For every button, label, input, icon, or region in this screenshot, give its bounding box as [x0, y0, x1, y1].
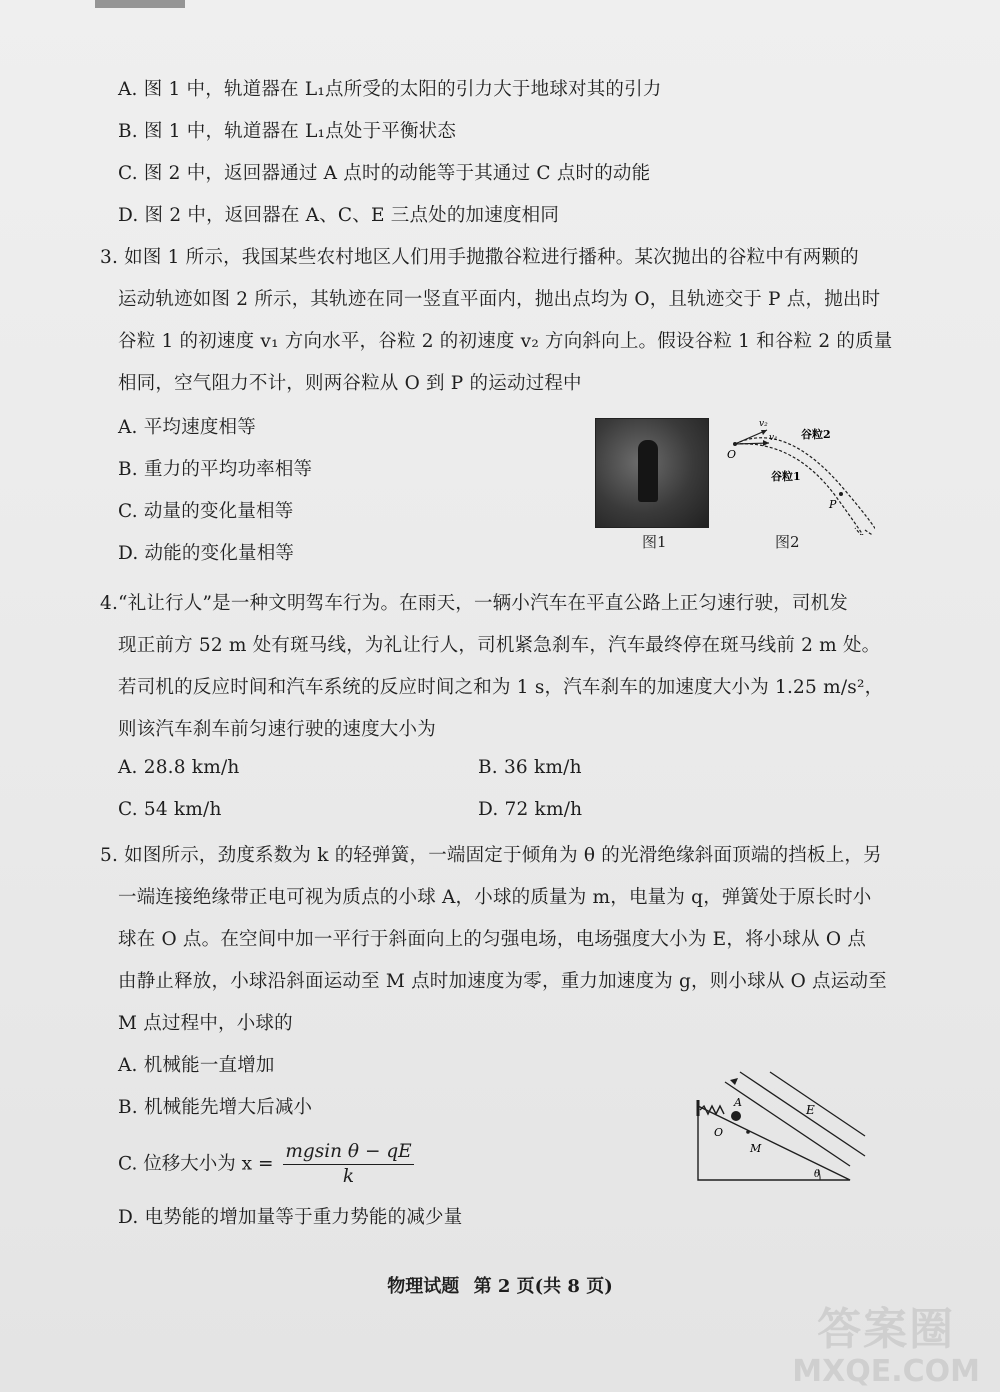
- label-o-incline: O: [714, 1126, 724, 1139]
- q2-option-d: D. 图 2 中，返回器在 A、C、E 三点处的加速度相同: [118, 205, 560, 226]
- q3-option-c: C. 动量的变化量相等: [118, 501, 294, 522]
- figure1-caption: 图1: [642, 533, 667, 551]
- q5-option-d: D. 电势能的增加量等于重力势能的减少量: [118, 1207, 463, 1228]
- q3-stem-line1: 3. 如图 1 所示，我国某些农村地区人们用手抛撒谷粒进行播种。某次抛出的谷粒中有两颗的: [100, 247, 859, 268]
- label-v1: v₁: [769, 433, 778, 443]
- label-grain2: 谷粒2: [801, 428, 831, 441]
- label-e: E: [806, 1103, 815, 1117]
- label-o: O: [727, 448, 737, 461]
- q5-stem-line1: 5. 如图所示，劲度系数为 k 的轻弹簧，一端固定于倾角为 θ 的光滑绝缘斜面顶端的挡板上，另: [100, 845, 882, 866]
- q3-stem-line3: 谷粒 1 的初速度 v₁ 方向水平，谷粒 2 的初速度 v₂ 方向斜向上。假设谷粒 1 和谷粒 2 的质量: [118, 331, 893, 352]
- q2-option-a: A. 图 1 中，轨道器在 L₁点所受的太阳的引力大于地球对其的引力: [118, 79, 662, 100]
- q5-formula-denominator: k: [342, 1166, 355, 1187]
- q5-option-c-prefix: C. 位移大小为 x =: [118, 1153, 274, 1175]
- q5-stem-line3: 球在 O 点。在空间中加一平行于斜面向上的匀强电场，电场强度大小为 E，将小球从 O 点: [118, 929, 867, 950]
- label-p: P: [829, 498, 837, 511]
- page-footer: [0, 1272, 1000, 1298]
- q5-option-c: [118, 1140, 414, 1189]
- q4-stem-line4: 则该汽车刹车前匀速行驶的速度大小为: [118, 719, 436, 740]
- watermark-logo: [792, 1305, 980, 1389]
- footer-subject: 物理试题: [387, 1276, 460, 1297]
- label-v2: v₂: [759, 419, 768, 429]
- q3-option-a: A. 平均速度相等: [118, 417, 256, 438]
- q5-option-a: A. 机械能一直增加: [118, 1055, 275, 1076]
- label-a: A: [734, 1096, 742, 1109]
- q4-stem-line3: 若司机的反应时间和汽车系统的反应时间之和为 1 s，汽车刹车的加速度大小为 1.25 m/s²，: [118, 677, 884, 698]
- q4-stem-line1: 4.“礼让行人”是一种文明驾车行为。在雨天，一辆小汽车在平直公路上正匀速行驶，司机发: [100, 593, 848, 614]
- figure2-trajectory-diagram: [725, 410, 875, 535]
- footer-page-number: 第 2 页(共 8 页): [473, 1276, 613, 1297]
- watermark-brand: 答案圈: [817, 1304, 956, 1355]
- q4-option-d: D. 72 km/h: [478, 799, 583, 820]
- figure1-person-silhouette: [638, 440, 658, 502]
- q3-stem-line4: 相同，空气阻力不计，则两谷粒从 O 到 P 的运动过程中: [118, 373, 582, 394]
- q4-option-c: C. 54 km/h: [118, 799, 222, 820]
- figure2-caption: 图2: [775, 533, 800, 551]
- q3-option-d: D. 动能的变化量相等: [118, 543, 295, 564]
- q3-option-b: B. 重力的平均功率相等: [118, 459, 313, 480]
- watermark-site: MXQE.COM: [792, 1354, 980, 1389]
- q5-stem-line4: 由静止释放，小球沿斜面运动至 M 点时加速度为零，重力加速度为 g，则小球从 O 点运动至: [118, 971, 887, 992]
- q5-stem-line2: 一端连接绝缘带正电可视为质点的小球 A，小球的质量为 m，电量为 q，弹簧处于原长时小: [118, 887, 872, 908]
- scan-mark: [95, 0, 185, 8]
- q4-stem-line2: 现正前方 52 m 处有斑马线，为礼让行人，司机紧急刹车，汽车最终停在斑马线前 2 m 处。: [118, 635, 881, 656]
- q5-option-b: B. 机械能先增大后减小: [118, 1097, 313, 1118]
- q2-option-b: B. 图 1 中，轨道器在 L₁点处于平衡状态: [118, 121, 457, 142]
- q5-formula-numerator: mgsin θ − qE: [283, 1140, 413, 1165]
- q5-stem-line5: M 点过程中，小球的: [118, 1013, 293, 1034]
- q4-option-a: A. 28.8 km/h: [118, 757, 240, 778]
- q5-formula-fraction: [283, 1140, 413, 1189]
- label-grain1: 谷粒1: [771, 470, 801, 483]
- q2-option-c: C. 图 2 中，返回器通过 A 点时的动能等于其通过 C 点时的动能: [118, 163, 651, 184]
- q4-option-b: B. 36 km/h: [478, 757, 582, 778]
- label-theta: θ: [814, 1169, 821, 1180]
- incline-spring-diagram: [690, 1070, 870, 1190]
- q3-stem-line2: 运动轨迹如图 2 所示，其轨迹在同一竖直平面内，抛出点均为 O，且轨迹交于 P 点，抛出时: [118, 289, 881, 310]
- label-m: M: [750, 1142, 762, 1155]
